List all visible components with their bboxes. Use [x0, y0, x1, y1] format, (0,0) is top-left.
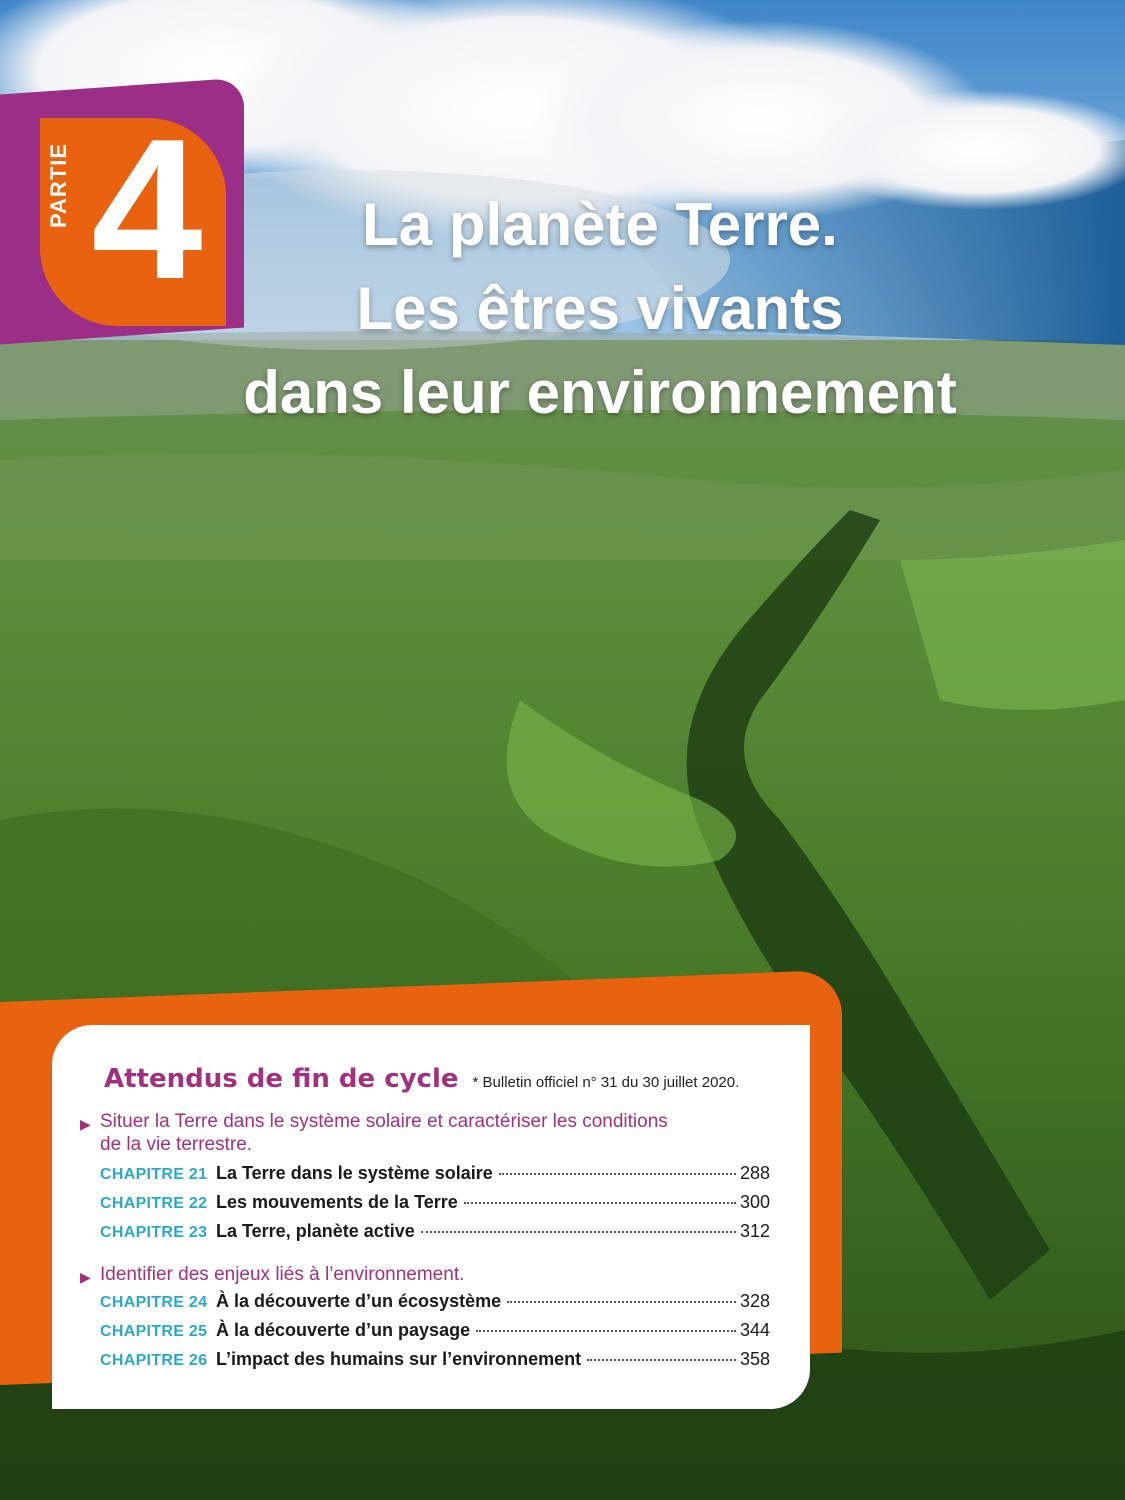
- chapter-label: CHAPITRE 26: [100, 1352, 208, 1369]
- objectives-heading: Attendus de fin de cycle: [104, 1064, 459, 1094]
- chapter-label: CHAPITRE 23: [100, 1224, 208, 1241]
- chapter-row[interactable]: [100, 1291, 770, 1319]
- chapter-row[interactable]: [100, 1320, 770, 1348]
- goal-text: Identifier des enjeux liés à l’environnement.: [100, 1264, 465, 1285]
- goal-item: [80, 1263, 680, 1286]
- goal-text: Situer la Terre dans le système solaire et caractériser les conditions de la vie terrestre.: [100, 1111, 668, 1155]
- chapter-name: Les mouvements de la Terre: [216, 1192, 458, 1212]
- dot-leader: [476, 1330, 736, 1332]
- part-title-line-2: Les êtres vivants: [356, 275, 844, 342]
- chapter-page: 328: [739, 1291, 770, 1311]
- part-number: 4: [91, 98, 203, 321]
- chapter-row[interactable]: [100, 1192, 770, 1220]
- part-title: [150, 183, 1050, 435]
- dot-leader: [421, 1231, 736, 1233]
- dot-leader: [499, 1173, 736, 1175]
- chapter-name: À la découverte d’un écosystème: [216, 1291, 502, 1311]
- chapter-label: CHAPITRE 25: [100, 1323, 208, 1340]
- chapter-page: 288: [739, 1163, 770, 1183]
- chapter-label: CHAPITRE 21: [100, 1166, 208, 1183]
- triangle-bullet-icon: ▶: [80, 1116, 91, 1132]
- chapter-page: 312: [739, 1221, 770, 1241]
- objectives-note: * Bulletin officiel n° 31 du 30 juillet 2020.: [472, 1074, 740, 1091]
- part-title-line-3: dans leur environnement: [243, 359, 957, 426]
- chapter-page: 300: [739, 1192, 770, 1212]
- chapter-name: À la découverte d’un paysage: [216, 1320, 471, 1340]
- chapter-name: L’impact des humains sur l’environnement: [216, 1349, 582, 1369]
- part-word: PARTIE: [46, 142, 71, 228]
- chapter-page: 344: [739, 1320, 770, 1340]
- part-title-line-1: La planète Terre.: [362, 191, 838, 258]
- chapter-row[interactable]: [100, 1221, 770, 1249]
- chapter-label: CHAPITRE 22: [100, 1195, 208, 1212]
- chapter-label: CHAPITRE 24: [100, 1294, 208, 1311]
- chapter-row[interactable]: [100, 1349, 770, 1377]
- chapter-page: 358: [739, 1349, 770, 1369]
- chapter-row[interactable]: [100, 1163, 770, 1191]
- chapter-name: La Terre, planète active: [216, 1221, 415, 1241]
- triangle-bullet-icon: ▶: [80, 1269, 91, 1285]
- objectives-header: [104, 1064, 739, 1094]
- chapter-name: La Terre dans le système solaire: [216, 1163, 493, 1183]
- dot-leader: [464, 1202, 736, 1204]
- dot-leader: [507, 1301, 736, 1303]
- goal-item: [80, 1110, 680, 1156]
- dot-leader: [587, 1359, 736, 1361]
